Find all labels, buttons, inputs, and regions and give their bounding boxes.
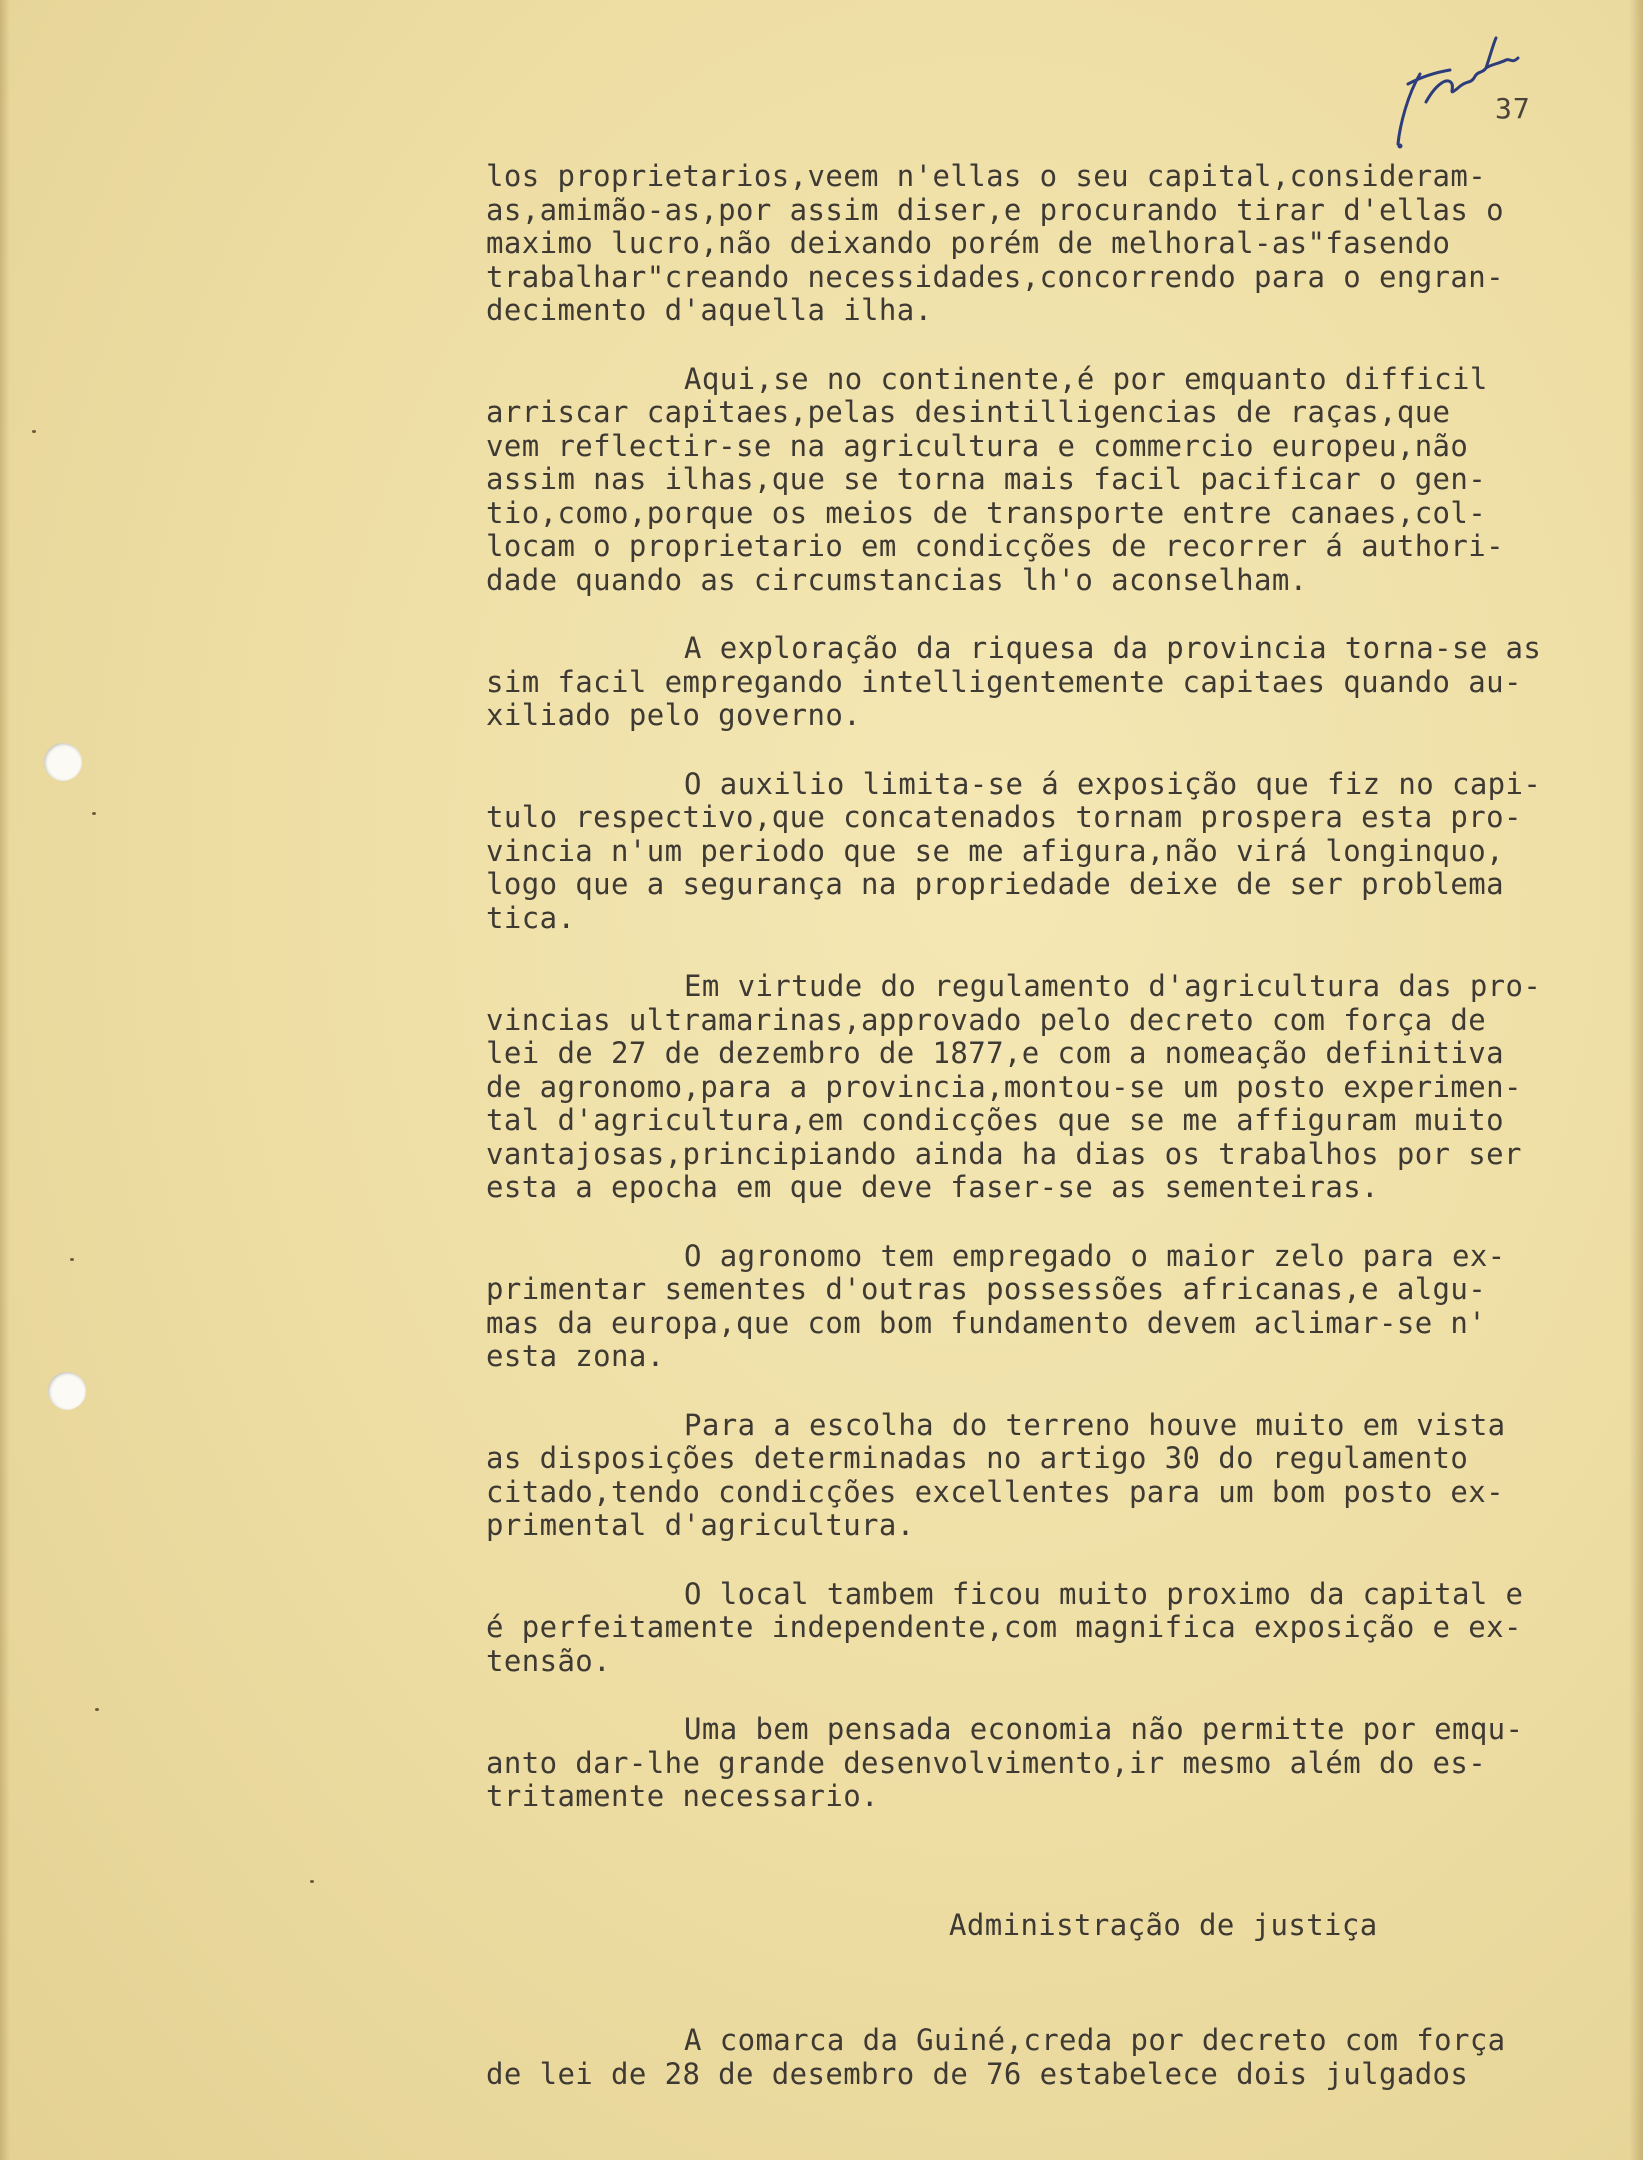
paper-speck (310, 1880, 314, 1883)
text-line: de agronomo,para a provincia,montou-se um posto experimen- (486, 1069, 1522, 1104)
paragraph-auxilio (486, 768, 1636, 936)
text-line: tulo respectivo,que concatenados tornam prospera esta pro- (486, 800, 1522, 834)
text-line: logo que a segurança na propriedade deixe de ser problema (486, 867, 1504, 901)
text-line: tal d'agricultura,em condicções que se me affiguram muito (486, 1103, 1504, 1137)
text-line: as disposições determinadas no artigo 30 do regulamento (486, 1441, 1469, 1475)
text-line: arriscar capitaes,pelas desintilligencias de raças,que (486, 395, 1451, 429)
page-edge-shadow-left (0, 0, 10, 2160)
text-line: anto dar-lhe grande desenvolvimento,ir mesmo além do es- (486, 1745, 1487, 1780)
text-line: tica. (486, 900, 576, 935)
text-line: vantajosas,principiando ainda ha dias os trabalhos por ser (486, 1136, 1522, 1171)
text-line: de lei de 28 de desembro de 76 estabelece dois julgados (486, 2056, 1469, 2091)
text-line: primentar sementes d'outras possessões africanas,e algu- (486, 1272, 1487, 1306)
text-line: xiliado pelo governo. (486, 698, 862, 732)
text-line: O agronomo tem empregado o maior zelo para ex- (684, 1238, 1506, 1273)
text-line: esta a epocha em que deve faser-se as sementeiras. (486, 1170, 1379, 1204)
text-line: as,amimão-as,por assim diser,e procurando tirar d'ellas o (486, 192, 1504, 227)
text-line: locam o proprietario em condicções de recorrer á authori- (486, 529, 1504, 563)
text-line: trabalhar"creando necessidades,concorrendo para o engran- (486, 259, 1504, 294)
text-line: Em virtude do regulamento d'agricultura das pro- (684, 969, 1542, 1003)
paragraph-agronomo (486, 1240, 1636, 1374)
paragraph-economia (486, 1713, 1636, 1814)
text-line: Aqui,se no continente,é por emquanto difficil (684, 361, 1488, 396)
paper-speck (70, 1258, 74, 1261)
text-line: Para a escolha do terreno houve muito em vista (684, 1407, 1506, 1442)
text-line: citado,tendo condicções excellentes para um bom posto ex- (486, 1474, 1504, 1509)
text-line: é perfeitamente independente,com magnifica exposição e ex- (486, 1610, 1522, 1644)
text-line: sim facil empregando intelligentemente capitaes quando au- (486, 664, 1522, 699)
punch-hole-bottom (48, 1372, 86, 1410)
section-heading: Administração de justiça (949, 1907, 1378, 1942)
text-line: A exploração da riquesa da provincia torna-se as (684, 631, 1542, 665)
text-line: primental d'agricultura. (486, 1508, 915, 1542)
punch-hole-top (44, 743, 82, 781)
text-line: assim nas ilhas,que se torna mais facil pacificar o gen- (486, 462, 1487, 496)
paragraph-continente (486, 363, 1636, 598)
paragraph-exploracao (486, 632, 1636, 733)
paragraph-comarca (486, 2024, 1636, 2091)
text-line: vem reflectir-se na agricultura e commercio europeu,não (486, 428, 1469, 463)
handwritten-signature (1378, 24, 1528, 152)
text-line: decimento d'aquella ilha. (486, 293, 933, 327)
text-line: tritamente necessario. (486, 1779, 879, 1813)
page-number: 37 (1495, 92, 1531, 125)
paragraph-terreno (486, 1409, 1636, 1543)
text-line: vincias ultramarinas,approvado pelo decreto com força de (486, 1002, 1487, 1037)
text-line: tensão. (486, 1643, 612, 1678)
paragraph-local (486, 1578, 1636, 1679)
paper-speck (92, 812, 96, 815)
text-line: lei de 27 de dezembro de 1877,e com a nomeação definitiva (486, 1036, 1504, 1070)
text-line: tio,como,porque os meios de transporte entre canaes,col- (486, 495, 1487, 530)
text-line: O local tambem ficou muito proximo da capital e (684, 1576, 1524, 1611)
text-line: esta zona. (486, 1339, 665, 1373)
text-line: Uma bem pensada economia não permitte por emqu- (684, 1712, 1524, 1746)
paragraph-proprietarios (486, 160, 1636, 328)
text-line: A comarca da Guiné,creda por decreto com força (684, 2023, 1506, 2057)
text-line: O auxilio limita-se á exposição que fiz no capi- (684, 766, 1542, 801)
text-line: mas da europa,que com bom fundamento devem aclimar-se n' (486, 1305, 1487, 1340)
text-line: vincia n'um periodo que se me afigura,não virá longinquo, (486, 833, 1504, 868)
paper-speck (32, 430, 36, 433)
text-line: los proprietarios,veem n'ellas o seu capital,consideram- (486, 159, 1487, 193)
text-line: maximo lucro,não deixando porém de melhoral-as"fasendo (486, 226, 1451, 260)
paper-speck (95, 1708, 99, 1711)
text-line: dade quando as circumstancias lh'o aconselham. (486, 562, 1308, 597)
paragraph-regulamento (486, 970, 1636, 1205)
typed-letter-body (486, 160, 1636, 2091)
